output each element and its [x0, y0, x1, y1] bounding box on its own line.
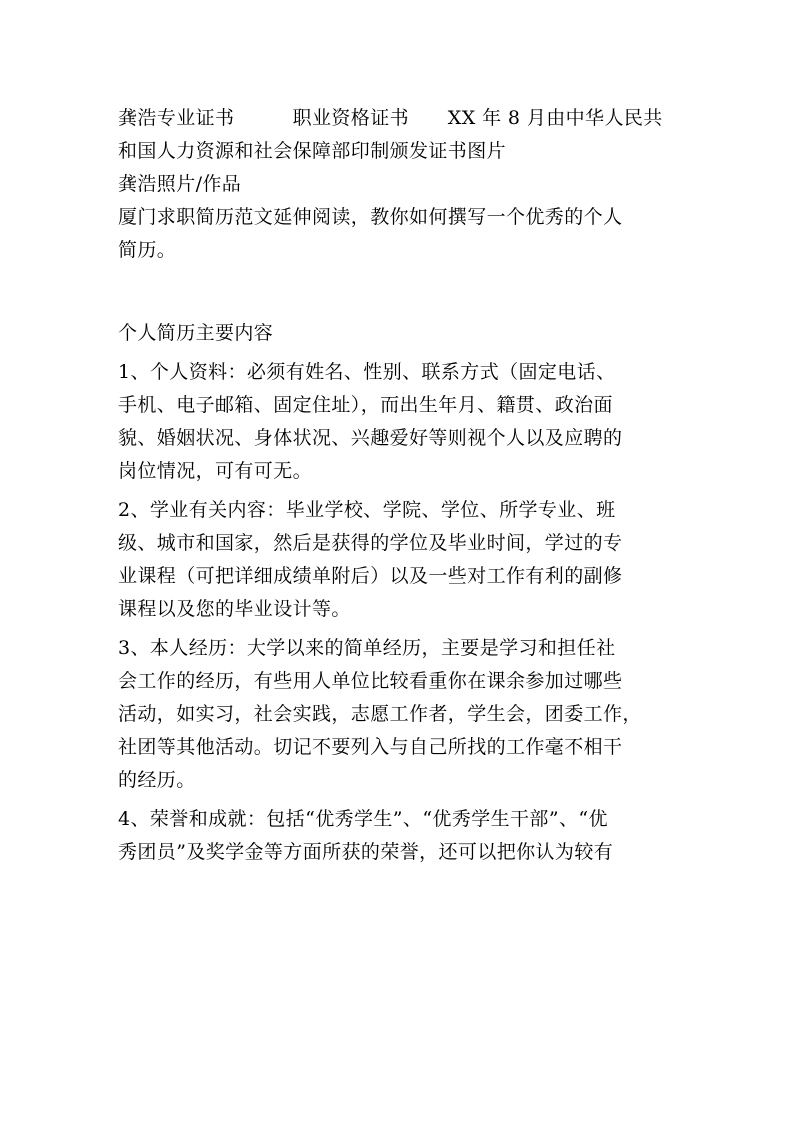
text-line: 岗位情况，可有可无。 — [118, 460, 313, 482]
text-line: 龚浩专业证书 职业资格证书 XX 年 8 月由中华人民共 — [118, 107, 663, 129]
text-line: 业课程（可把详细成绩单附后）以及一些对工作有利的副修 — [118, 565, 623, 587]
text-line: 的经历。 — [118, 769, 196, 791]
document-body — [118, 102, 678, 869]
text-line: 厦门求职简历范文延伸阅读，教你如何撰写一个优秀的个人 — [118, 206, 623, 228]
section-heading: 个人简历主要内容 — [118, 322, 274, 344]
text-line: 貌、婚姻状况、身体状况、兴趣爱好等则视个人以及应聘的 — [118, 427, 623, 449]
text-line: 1、个人资料：必须有姓名、性别、联系方式（固定电话、 — [118, 361, 616, 383]
text-line: 3、本人经历：大学以来的简单经历，主要是学习和担任社 — [118, 637, 616, 659]
text-line: 课程以及您的毕业设计等。 — [118, 598, 351, 620]
blank-line — [118, 267, 678, 317]
text-line: 级、城市和国家，然后是获得的学位及毕业时间，学过的专 — [118, 532, 623, 554]
text-line: 会工作的经历，有些用人单位比较看重你在课余参加过哪些 — [118, 670, 623, 692]
text-line: 龚浩照片/作品 — [118, 173, 242, 195]
text-line: 手机、电子邮箱、固定住址），而出生年月、籍贯、政治面 — [118, 394, 613, 416]
text-line: 社团等其他活动。切记不要列入与自己所找的工作毫不相干 — [118, 736, 623, 758]
text-line: 4、荣誉和成就：包括“优秀学生”、“优秀学生干部”、“优 — [118, 808, 608, 830]
text-line: 和国人力资源和社会保障部印制颁发证书图片 — [118, 140, 507, 162]
text-line: 秀团员”及奖学金等方面所获的荣誉，还可以把你认为较有 — [118, 841, 614, 863]
text-line: 2、学业有关内容：毕业学校、学院、学位、所学专业、班 — [118, 499, 616, 521]
text-line: 活动，如实习，社会实践，志愿工作者，学生会，团委工作， — [118, 703, 642, 725]
text-line: 简历。 — [118, 239, 177, 261]
